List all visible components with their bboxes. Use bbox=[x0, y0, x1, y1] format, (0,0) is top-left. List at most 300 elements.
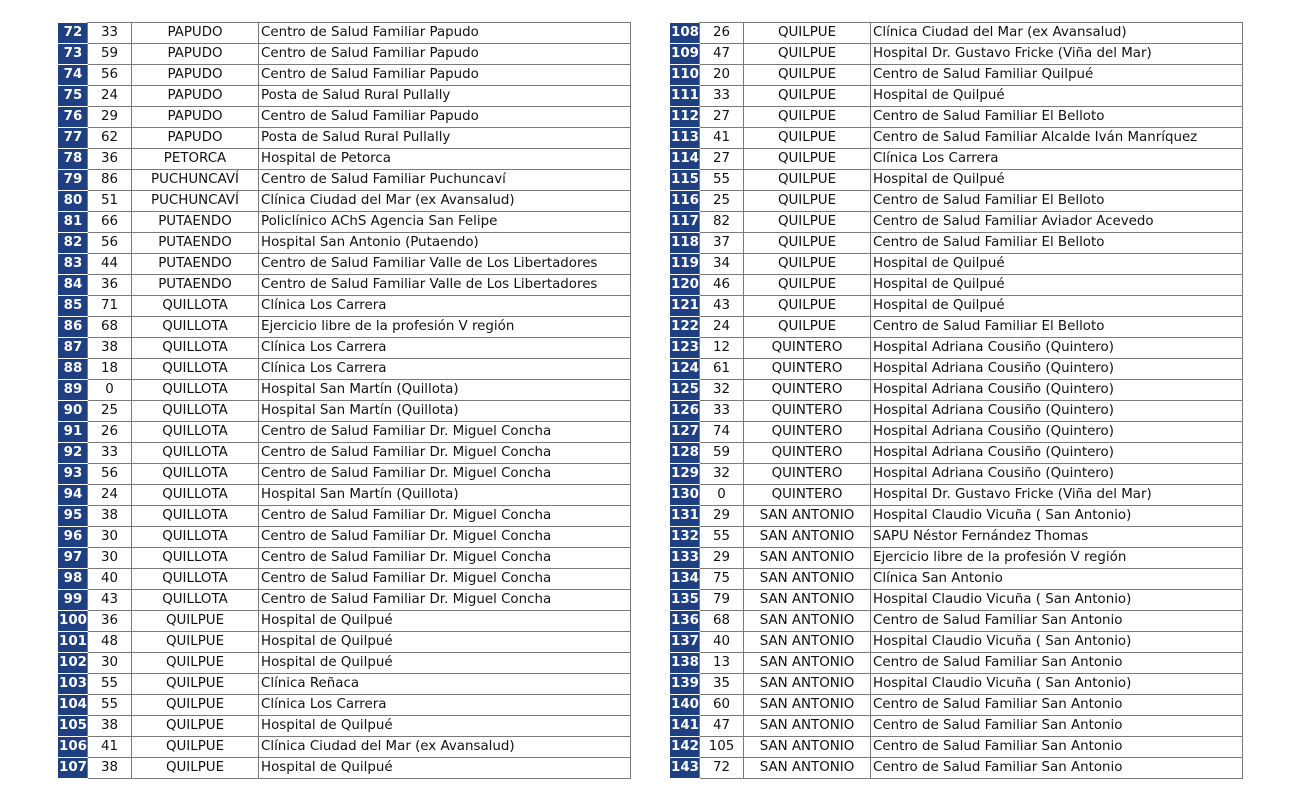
comuna-cell: QUINTERO bbox=[744, 485, 871, 506]
comuna-cell: SAN ANTONIO bbox=[744, 674, 871, 695]
table-row bbox=[59, 485, 631, 506]
comuna-cell: QUINTERO bbox=[744, 359, 871, 380]
row-index-cell: 115 bbox=[671, 170, 700, 191]
count-cell: 41 bbox=[700, 128, 744, 149]
row-index-cell: 135 bbox=[671, 590, 700, 611]
establecimiento-cell: Clínica San Antonio bbox=[871, 569, 1243, 590]
comuna-cell: QUILLOTA bbox=[132, 464, 259, 485]
establecimiento-cell: Centro de Salud Familiar San Antonio bbox=[871, 737, 1243, 758]
establecimiento-cell: Centro de Salud Familiar San Antonio bbox=[871, 611, 1243, 632]
table-row bbox=[59, 170, 631, 191]
row-index-cell: 88 bbox=[59, 359, 88, 380]
establecimiento-cell: Clínica Reñaca bbox=[259, 674, 631, 695]
table-row bbox=[59, 23, 631, 44]
table-row bbox=[671, 527, 1243, 548]
count-cell: 48 bbox=[88, 632, 132, 653]
table-row bbox=[671, 254, 1243, 275]
count-cell: 66 bbox=[88, 212, 132, 233]
row-index-cell: 106 bbox=[59, 737, 88, 758]
establecimiento-cell: Centro de Salud Familiar Dr. Miguel Concha bbox=[259, 569, 631, 590]
table-row bbox=[59, 695, 631, 716]
count-cell: 33 bbox=[88, 23, 132, 44]
row-index-cell: 123 bbox=[671, 338, 700, 359]
table-row bbox=[59, 212, 631, 233]
table-row bbox=[671, 44, 1243, 65]
establecimiento-cell: Centro de Salud Familiar Papudo bbox=[259, 65, 631, 86]
comuna-cell: PAPUDO bbox=[132, 23, 259, 44]
comuna-cell: QUINTERO bbox=[744, 464, 871, 485]
establecimiento-cell: SAPU Néstor Fernández Thomas bbox=[871, 527, 1243, 548]
row-index-cell: 140 bbox=[671, 695, 700, 716]
establecimiento-cell: Centro de Salud Familiar Aviador Acevedo bbox=[871, 212, 1243, 233]
row-index-cell: 130 bbox=[671, 485, 700, 506]
comuna-cell: QUILPUE bbox=[132, 716, 259, 737]
row-index-cell: 74 bbox=[59, 65, 88, 86]
comuna-cell: QUILPUE bbox=[744, 86, 871, 107]
establecimiento-cell: Hospital de Quilpué bbox=[871, 296, 1243, 317]
establecimiento-cell: Hospital Adriana Cousiño (Quintero) bbox=[871, 443, 1243, 464]
comuna-cell: QUINTERO bbox=[744, 380, 871, 401]
count-cell: 34 bbox=[700, 254, 744, 275]
establecimiento-cell: Hospital San Martín (Quillota) bbox=[259, 380, 631, 401]
comuna-cell: PUCHUNCAVÍ bbox=[132, 170, 259, 191]
count-cell: 26 bbox=[700, 23, 744, 44]
row-index-cell: 131 bbox=[671, 506, 700, 527]
comuna-cell: QUILPUE bbox=[744, 128, 871, 149]
table-row bbox=[671, 611, 1243, 632]
count-cell: 27 bbox=[700, 107, 744, 128]
comuna-cell: QUILPUE bbox=[132, 737, 259, 758]
establecimiento-cell: Centro de Salud Familiar San Antonio bbox=[871, 695, 1243, 716]
row-index-cell: 139 bbox=[671, 674, 700, 695]
row-index-cell: 84 bbox=[59, 275, 88, 296]
count-cell: 56 bbox=[88, 65, 132, 86]
comuna-cell: PUTAENDO bbox=[132, 212, 259, 233]
table-row bbox=[671, 401, 1243, 422]
table-row bbox=[671, 422, 1243, 443]
comuna-cell: QUILLOTA bbox=[132, 296, 259, 317]
count-cell: 33 bbox=[700, 86, 744, 107]
count-cell: 26 bbox=[88, 422, 132, 443]
establecimiento-cell: Hospital de Quilpué bbox=[259, 716, 631, 737]
establecimiento-cell: Hospital Adriana Cousiño (Quintero) bbox=[871, 338, 1243, 359]
establecimiento-cell: Hospital San Martín (Quillota) bbox=[259, 485, 631, 506]
table-row bbox=[59, 611, 631, 632]
table-row bbox=[59, 632, 631, 653]
table-row bbox=[671, 716, 1243, 737]
table-row bbox=[59, 296, 631, 317]
table-row bbox=[671, 632, 1243, 653]
table-row bbox=[59, 86, 631, 107]
count-cell: 30 bbox=[88, 653, 132, 674]
establecimiento-cell: Centro de Salud Familiar Dr. Miguel Concha bbox=[259, 527, 631, 548]
count-cell: 12 bbox=[700, 338, 744, 359]
count-cell: 79 bbox=[700, 590, 744, 611]
comuna-cell: QUILPUE bbox=[744, 233, 871, 254]
row-index-cell: 134 bbox=[671, 569, 700, 590]
row-index-cell: 89 bbox=[59, 380, 88, 401]
row-index-cell: 79 bbox=[59, 170, 88, 191]
row-index-cell: 136 bbox=[671, 611, 700, 632]
left-table bbox=[58, 22, 631, 779]
comuna-cell: QUILPUE bbox=[132, 653, 259, 674]
count-cell: 20 bbox=[700, 65, 744, 86]
row-index-cell: 96 bbox=[59, 527, 88, 548]
row-index-cell: 113 bbox=[671, 128, 700, 149]
establecimiento-cell: Centro de Salud Familiar El Belloto bbox=[871, 317, 1243, 338]
table-row bbox=[59, 569, 631, 590]
row-index-cell: 110 bbox=[671, 65, 700, 86]
establecimiento-cell: Clínica Ciudad del Mar (ex Avansalud) bbox=[871, 23, 1243, 44]
table-row bbox=[671, 674, 1243, 695]
row-index-cell: 92 bbox=[59, 443, 88, 464]
count-cell: 74 bbox=[700, 422, 744, 443]
comuna-cell: SAN ANTONIO bbox=[744, 590, 871, 611]
count-cell: 55 bbox=[88, 674, 132, 695]
comuna-cell: QUILPUE bbox=[132, 758, 259, 779]
table-row bbox=[59, 380, 631, 401]
comuna-cell: PAPUDO bbox=[132, 44, 259, 65]
count-cell: 38 bbox=[88, 716, 132, 737]
comuna-cell: SAN ANTONIO bbox=[744, 716, 871, 737]
establecimiento-cell: Hospital de Quilpué bbox=[259, 632, 631, 653]
row-index-cell: 80 bbox=[59, 191, 88, 212]
row-index-cell: 122 bbox=[671, 317, 700, 338]
comuna-cell: SAN ANTONIO bbox=[744, 527, 871, 548]
table-row bbox=[671, 506, 1243, 527]
establecimiento-cell: Hospital de Quilpué bbox=[871, 170, 1243, 191]
comuna-cell: QUILPUE bbox=[744, 317, 871, 338]
count-cell: 29 bbox=[700, 506, 744, 527]
comuna-cell: SAN ANTONIO bbox=[744, 758, 871, 779]
row-index-cell: 82 bbox=[59, 233, 88, 254]
row-index-cell: 142 bbox=[671, 737, 700, 758]
comuna-cell: QUILPUE bbox=[744, 212, 871, 233]
establecimiento-cell: Centro de Salud Familiar Papudo bbox=[259, 44, 631, 65]
count-cell: 51 bbox=[88, 191, 132, 212]
count-cell: 62 bbox=[88, 128, 132, 149]
row-index-cell: 93 bbox=[59, 464, 88, 485]
table-row bbox=[59, 254, 631, 275]
row-index-cell: 83 bbox=[59, 254, 88, 275]
table-row bbox=[671, 170, 1243, 191]
table-row bbox=[671, 128, 1243, 149]
comuna-cell: SAN ANTONIO bbox=[744, 653, 871, 674]
table-row bbox=[59, 275, 631, 296]
row-index-cell: 125 bbox=[671, 380, 700, 401]
establecimiento-cell: Centro de Salud Familiar El Belloto bbox=[871, 191, 1243, 212]
row-index-cell: 137 bbox=[671, 632, 700, 653]
row-index-cell: 98 bbox=[59, 569, 88, 590]
count-cell: 33 bbox=[700, 401, 744, 422]
row-index-cell: 127 bbox=[671, 422, 700, 443]
table-row bbox=[671, 464, 1243, 485]
count-cell: 13 bbox=[700, 653, 744, 674]
row-index-cell: 118 bbox=[671, 233, 700, 254]
establecimiento-cell: Ejercicio libre de la profesión V región bbox=[871, 548, 1243, 569]
row-index-cell: 138 bbox=[671, 653, 700, 674]
table-row bbox=[671, 380, 1243, 401]
right-table-body bbox=[671, 23, 1243, 779]
establecimiento-cell: Clínica Los Carrera bbox=[259, 695, 631, 716]
establecimiento-cell: Hospital Dr. Gustavo Fricke (Viña del Mar) bbox=[871, 485, 1243, 506]
comuna-cell: QUINTERO bbox=[744, 443, 871, 464]
comuna-cell: QUILLOTA bbox=[132, 317, 259, 338]
count-cell: 59 bbox=[88, 44, 132, 65]
table-row bbox=[671, 23, 1243, 44]
row-index-cell: 78 bbox=[59, 149, 88, 170]
table-row bbox=[671, 233, 1243, 254]
row-index-cell: 102 bbox=[59, 653, 88, 674]
row-index-cell: 119 bbox=[671, 254, 700, 275]
count-cell: 41 bbox=[88, 737, 132, 758]
table-row bbox=[671, 107, 1243, 128]
count-cell: 24 bbox=[700, 317, 744, 338]
establecimiento-cell: Centro de Salud Familiar Dr. Miguel Concha bbox=[259, 506, 631, 527]
right-table bbox=[670, 22, 1243, 779]
row-index-cell: 77 bbox=[59, 128, 88, 149]
row-index-cell: 105 bbox=[59, 716, 88, 737]
row-index-cell: 73 bbox=[59, 44, 88, 65]
establecimiento-cell: Policlínico AChS Agencia San Felipe bbox=[259, 212, 631, 233]
establecimiento-cell: Hospital Adriana Cousiño (Quintero) bbox=[871, 401, 1243, 422]
comuna-cell: QUILPUE bbox=[132, 674, 259, 695]
row-index-cell: 90 bbox=[59, 401, 88, 422]
comuna-cell: QUINTERO bbox=[744, 401, 871, 422]
table-row bbox=[59, 401, 631, 422]
establecimiento-cell: Hospital Adriana Cousiño (Quintero) bbox=[871, 422, 1243, 443]
establecimiento-cell: Centro de Salud Familiar Dr. Miguel Concha bbox=[259, 590, 631, 611]
table-row bbox=[671, 695, 1243, 716]
establecimiento-cell: Posta de Salud Rural Pullally bbox=[259, 86, 631, 107]
row-index-cell: 121 bbox=[671, 296, 700, 317]
establecimiento-cell: Centro de Salud Familiar Papudo bbox=[259, 107, 631, 128]
count-cell: 27 bbox=[700, 149, 744, 170]
row-index-cell: 103 bbox=[59, 674, 88, 695]
table-row bbox=[59, 737, 631, 758]
establecimiento-cell: Centro de Salud Familiar Quilpué bbox=[871, 65, 1243, 86]
comuna-cell: PAPUDO bbox=[132, 107, 259, 128]
count-cell: 29 bbox=[88, 107, 132, 128]
count-cell: 55 bbox=[700, 527, 744, 548]
table-row bbox=[59, 527, 631, 548]
comuna-cell: QUILPUE bbox=[744, 296, 871, 317]
row-index-cell: 107 bbox=[59, 758, 88, 779]
count-cell: 36 bbox=[88, 149, 132, 170]
count-cell: 68 bbox=[88, 317, 132, 338]
count-cell: 82 bbox=[700, 212, 744, 233]
comuna-cell: QUILLOTA bbox=[132, 338, 259, 359]
establecimiento-cell: Hospital de Quilpué bbox=[259, 758, 631, 779]
count-cell: 55 bbox=[700, 170, 744, 191]
establecimiento-cell: Posta de Salud Rural Pullally bbox=[259, 128, 631, 149]
comuna-cell: SAN ANTONIO bbox=[744, 506, 871, 527]
row-index-cell: 87 bbox=[59, 338, 88, 359]
row-index-cell: 75 bbox=[59, 86, 88, 107]
count-cell: 56 bbox=[88, 233, 132, 254]
establecimiento-cell: Clínica Ciudad del Mar (ex Avansalud) bbox=[259, 191, 631, 212]
table-row bbox=[671, 212, 1243, 233]
row-index-cell: 108 bbox=[671, 23, 700, 44]
establecimiento-cell: Hospital de Quilpué bbox=[259, 653, 631, 674]
count-cell: 60 bbox=[700, 695, 744, 716]
count-cell: 24 bbox=[88, 86, 132, 107]
table-row bbox=[59, 233, 631, 254]
count-cell: 25 bbox=[700, 191, 744, 212]
table-row bbox=[671, 275, 1243, 296]
establecimiento-cell: Clínica Los Carrera bbox=[259, 296, 631, 317]
establecimiento-cell: Hospital Claudio Vicuña ( San Antonio) bbox=[871, 674, 1243, 695]
establecimiento-cell: Centro de Salud Familiar San Antonio bbox=[871, 758, 1243, 779]
count-cell: 32 bbox=[700, 380, 744, 401]
row-index-cell: 124 bbox=[671, 359, 700, 380]
count-cell: 105 bbox=[700, 737, 744, 758]
table-row bbox=[671, 191, 1243, 212]
count-cell: 33 bbox=[88, 443, 132, 464]
row-index-cell: 111 bbox=[671, 86, 700, 107]
establecimiento-cell: Centro de Salud Familiar Alcalde Iván Manríquez bbox=[871, 128, 1243, 149]
comuna-cell: QUILPUE bbox=[744, 23, 871, 44]
table-row bbox=[59, 590, 631, 611]
count-cell: 35 bbox=[700, 674, 744, 695]
table-row bbox=[59, 107, 631, 128]
table-row bbox=[671, 338, 1243, 359]
establecimiento-cell: Hospital Claudio Vicuña ( San Antonio) bbox=[871, 632, 1243, 653]
comuna-cell: QUILPUE bbox=[744, 149, 871, 170]
table-row bbox=[671, 317, 1243, 338]
comuna-cell: QUILLOTA bbox=[132, 527, 259, 548]
establecimiento-cell: Hospital San Martín (Quillota) bbox=[259, 401, 631, 422]
establecimiento-cell: Hospital Adriana Cousiño (Quintero) bbox=[871, 464, 1243, 485]
row-index-cell: 91 bbox=[59, 422, 88, 443]
table-row bbox=[671, 149, 1243, 170]
comuna-cell: QUILPUE bbox=[744, 275, 871, 296]
comuna-cell: QUILLOTA bbox=[132, 485, 259, 506]
comuna-cell: QUILPUE bbox=[744, 170, 871, 191]
row-index-cell: 104 bbox=[59, 695, 88, 716]
count-cell: 38 bbox=[88, 506, 132, 527]
establecimiento-cell: Hospital Adriana Cousiño (Quintero) bbox=[871, 380, 1243, 401]
row-index-cell: 85 bbox=[59, 296, 88, 317]
table-row bbox=[59, 44, 631, 65]
table-row bbox=[59, 548, 631, 569]
row-index-cell: 95 bbox=[59, 506, 88, 527]
count-cell: 71 bbox=[88, 296, 132, 317]
establecimiento-cell: Centro de Salud Familiar Puchuncaví bbox=[259, 170, 631, 191]
left-table-body bbox=[59, 23, 631, 779]
row-index-cell: 94 bbox=[59, 485, 88, 506]
comuna-cell: QUILPUE bbox=[744, 254, 871, 275]
table-row bbox=[671, 65, 1243, 86]
establecimiento-cell: Hospital San Antonio (Putaendo) bbox=[259, 233, 631, 254]
establecimiento-cell: Hospital de Quilpué bbox=[871, 254, 1243, 275]
count-cell: 18 bbox=[88, 359, 132, 380]
comuna-cell: QUILPUE bbox=[744, 107, 871, 128]
count-cell: 46 bbox=[700, 275, 744, 296]
count-cell: 0 bbox=[700, 485, 744, 506]
establecimiento-cell: Centro de Salud Familiar San Antonio bbox=[871, 653, 1243, 674]
table-row bbox=[59, 338, 631, 359]
table-row bbox=[671, 296, 1243, 317]
comuna-cell: QUILPUE bbox=[132, 632, 259, 653]
count-cell: 47 bbox=[700, 44, 744, 65]
row-index-cell: 81 bbox=[59, 212, 88, 233]
table-row bbox=[59, 359, 631, 380]
comuna-cell: QUILLOTA bbox=[132, 359, 259, 380]
comuna-cell: QUILLOTA bbox=[132, 569, 259, 590]
establecimiento-cell: Centro de Salud Familiar Valle de Los Libertadores bbox=[259, 275, 631, 296]
comuna-cell: PUCHUNCAVÍ bbox=[132, 191, 259, 212]
comuna-cell: QUINTERO bbox=[744, 338, 871, 359]
row-index-cell: 126 bbox=[671, 401, 700, 422]
count-cell: 32 bbox=[700, 464, 744, 485]
establecimiento-cell: Centro de Salud Familiar Dr. Miguel Concha bbox=[259, 548, 631, 569]
table-row bbox=[671, 485, 1243, 506]
establecimiento-cell: Hospital de Quilpué bbox=[259, 611, 631, 632]
establecimiento-cell: Centro de Salud Familiar Dr. Miguel Concha bbox=[259, 422, 631, 443]
establecimiento-cell: Clínica Ciudad del Mar (ex Avansalud) bbox=[259, 737, 631, 758]
establecimiento-cell: Hospital de Quilpué bbox=[871, 275, 1243, 296]
count-cell: 0 bbox=[88, 380, 132, 401]
table-row bbox=[671, 443, 1243, 464]
count-cell: 47 bbox=[700, 716, 744, 737]
comuna-cell: SAN ANTONIO bbox=[744, 569, 871, 590]
establecimiento-cell: Hospital Adriana Cousiño (Quintero) bbox=[871, 359, 1243, 380]
establecimiento-cell: Hospital Claudio Vicuña ( San Antonio) bbox=[871, 506, 1243, 527]
comuna-cell: QUILLOTA bbox=[132, 380, 259, 401]
table-row bbox=[671, 359, 1243, 380]
table-row bbox=[671, 590, 1243, 611]
table-row bbox=[59, 653, 631, 674]
table-row bbox=[671, 653, 1243, 674]
establecimiento-cell: Centro de Salud Familiar Dr. Miguel Concha bbox=[259, 443, 631, 464]
row-index-cell: 116 bbox=[671, 191, 700, 212]
count-cell: 25 bbox=[88, 401, 132, 422]
count-cell: 43 bbox=[88, 590, 132, 611]
count-cell: 56 bbox=[88, 464, 132, 485]
comuna-cell: SAN ANTONIO bbox=[744, 611, 871, 632]
comuna-cell: QUILPUE bbox=[744, 191, 871, 212]
comuna-cell: QUILPUE bbox=[744, 44, 871, 65]
count-cell: 36 bbox=[88, 275, 132, 296]
count-cell: 55 bbox=[88, 695, 132, 716]
row-index-cell: 86 bbox=[59, 317, 88, 338]
comuna-cell: SAN ANTONIO bbox=[744, 548, 871, 569]
comuna-cell: PAPUDO bbox=[132, 128, 259, 149]
table-row bbox=[59, 758, 631, 779]
comuna-cell: QUILPUE bbox=[132, 611, 259, 632]
row-index-cell: 72 bbox=[59, 23, 88, 44]
establecimiento-cell: Centro de Salud Familiar Valle de Los Libertadores bbox=[259, 254, 631, 275]
establecimiento-cell: Hospital de Petorca bbox=[259, 149, 631, 170]
count-cell: 72 bbox=[700, 758, 744, 779]
count-cell: 24 bbox=[88, 485, 132, 506]
count-cell: 30 bbox=[88, 548, 132, 569]
count-cell: 68 bbox=[700, 611, 744, 632]
establecimiento-cell: Clínica Los Carrera bbox=[871, 149, 1243, 170]
table-row bbox=[59, 65, 631, 86]
establecimiento-cell: Ejercicio libre de la profesión V región bbox=[259, 317, 631, 338]
comuna-cell: QUINTERO bbox=[744, 422, 871, 443]
row-index-cell: 76 bbox=[59, 107, 88, 128]
comuna-cell: PUTAENDO bbox=[132, 233, 259, 254]
table-row bbox=[59, 443, 631, 464]
count-cell: 30 bbox=[88, 527, 132, 548]
establecimiento-cell: Centro de Salud Familiar Papudo bbox=[259, 23, 631, 44]
count-cell: 59 bbox=[700, 443, 744, 464]
comuna-cell: PAPUDO bbox=[132, 65, 259, 86]
comuna-cell: QUILLOTA bbox=[132, 506, 259, 527]
